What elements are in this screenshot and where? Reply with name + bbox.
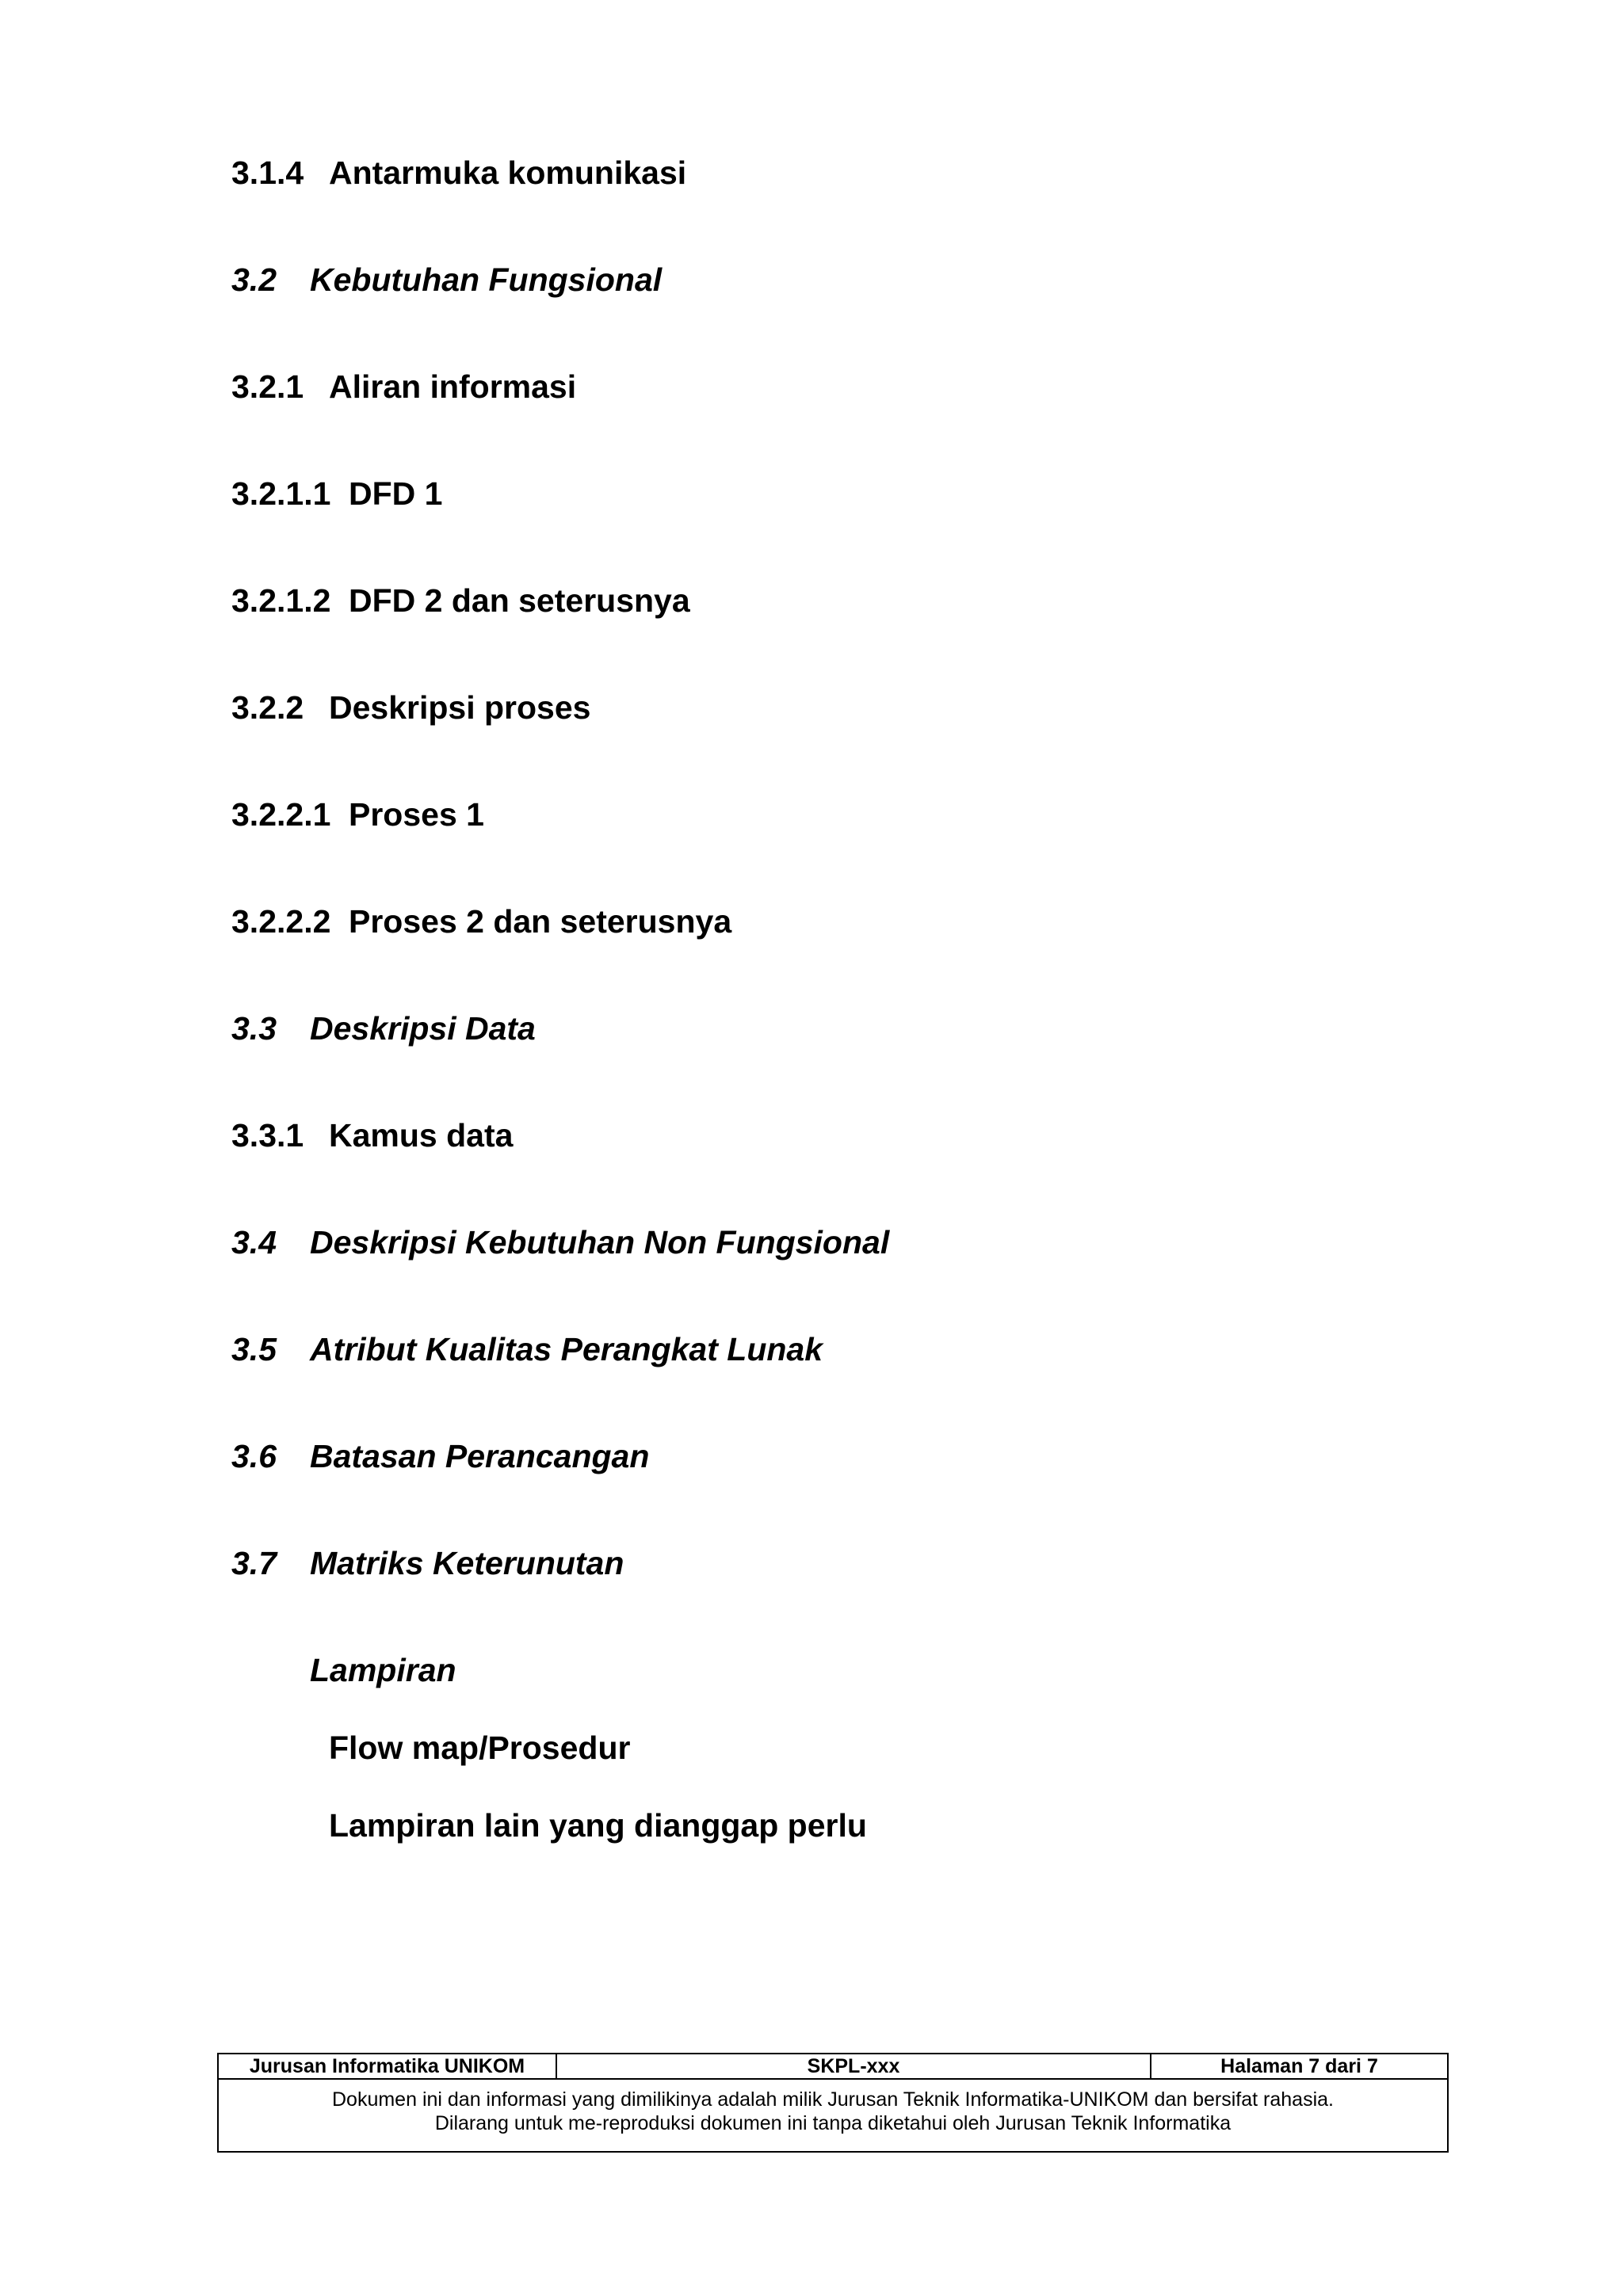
heading-title: Proses 1 xyxy=(349,796,484,833)
footer-note-line-2: Dilarang untuk me-reproduksi dokumen ini tanpa diketahui oleh Jurusan Teknik Informatika xyxy=(434,2112,1232,2134)
appendix-heading: Lampiran xyxy=(310,1652,456,1688)
heading-title: Aliran informasi xyxy=(329,368,577,405)
heading-number: 3.6 xyxy=(231,1438,277,1474)
heading-3-1-4 xyxy=(231,154,687,191)
heading-title: Deskripsi proses xyxy=(329,689,591,726)
footer-page-number: Halaman 7 dari 7 xyxy=(1220,2055,1378,2077)
heading-title: Proses 2 dan seterusnya xyxy=(349,903,732,940)
heading-number: 3.1.4 xyxy=(231,154,304,191)
heading-3-2-1-2 xyxy=(231,582,690,619)
appendix-item-other: Lampiran lain yang dianggap perlu xyxy=(329,1807,867,1844)
heading-3-2-2 xyxy=(231,689,591,726)
footer-confidentiality-note xyxy=(219,2080,1447,2135)
heading-3-3-1 xyxy=(231,1119,513,1152)
heading-3-2-2-1 xyxy=(231,796,484,833)
heading-title: Atribut Kualitas Perangkat Lunak xyxy=(310,1331,823,1367)
heading-title: DFD 2 dan seterusnya xyxy=(349,582,690,619)
heading-number: 3.7 xyxy=(231,1545,277,1581)
heading-title: Kebutuhan Fungsional xyxy=(310,261,663,298)
heading-title: Kamus data xyxy=(329,1117,514,1154)
heading-3-2-2-2 xyxy=(231,903,732,940)
heading-number: 3.5 xyxy=(231,1331,277,1367)
heading-3-2-1-1 xyxy=(231,475,443,512)
heading-number: 3.2 xyxy=(231,261,277,298)
heading-number: 3.2.1.2 xyxy=(231,582,331,619)
heading-3-6 xyxy=(231,1440,649,1473)
footer-document-code: SKPL-xxx xyxy=(557,2054,1151,2078)
heading-number: 3.2.1.1 xyxy=(231,475,331,512)
heading-number: 3.3.1 xyxy=(231,1117,304,1154)
heading-number: 3.3 xyxy=(231,1010,277,1047)
heading-number: 3.2.2 xyxy=(231,689,304,726)
heading-number: 3.2.1 xyxy=(231,368,304,405)
heading-3-2 xyxy=(231,261,663,298)
heading-title: Batasan Perancangan xyxy=(310,1438,650,1474)
heading-title: Deskripsi Data xyxy=(310,1010,536,1047)
heading-title: Antarmuka komunikasi xyxy=(329,154,687,191)
heading-title: Deskripsi Kebutuhan Non Fungsional xyxy=(310,1224,890,1261)
heading-number: 3.2.2.2 xyxy=(231,903,331,940)
heading-number: 3.4 xyxy=(231,1224,277,1261)
heading-3-3 xyxy=(231,1010,536,1047)
footer-header-row xyxy=(219,2054,1447,2080)
footer-department: Jurusan Informatika UNIKOM xyxy=(219,2054,557,2078)
footer-table xyxy=(217,2053,1449,2153)
heading-3-7 xyxy=(231,1547,624,1580)
heading-title: DFD 1 xyxy=(349,475,443,512)
appendix-item-flow-map: Flow map/Prosedur xyxy=(329,1730,631,1766)
heading-title: Matriks Keterunutan xyxy=(310,1545,624,1581)
heading-3-2-1 xyxy=(231,368,577,405)
heading-number: 3.2.2.1 xyxy=(231,796,331,833)
heading-3-4 xyxy=(231,1226,889,1259)
footer-note-line-1: Dokumen ini dan informasi yang dimilikinya adalah milik Jurusan Teknik Informatika-UNIKOM dan bersifat rahasia. xyxy=(332,2088,1334,2111)
heading-3-5 xyxy=(231,1333,823,1366)
